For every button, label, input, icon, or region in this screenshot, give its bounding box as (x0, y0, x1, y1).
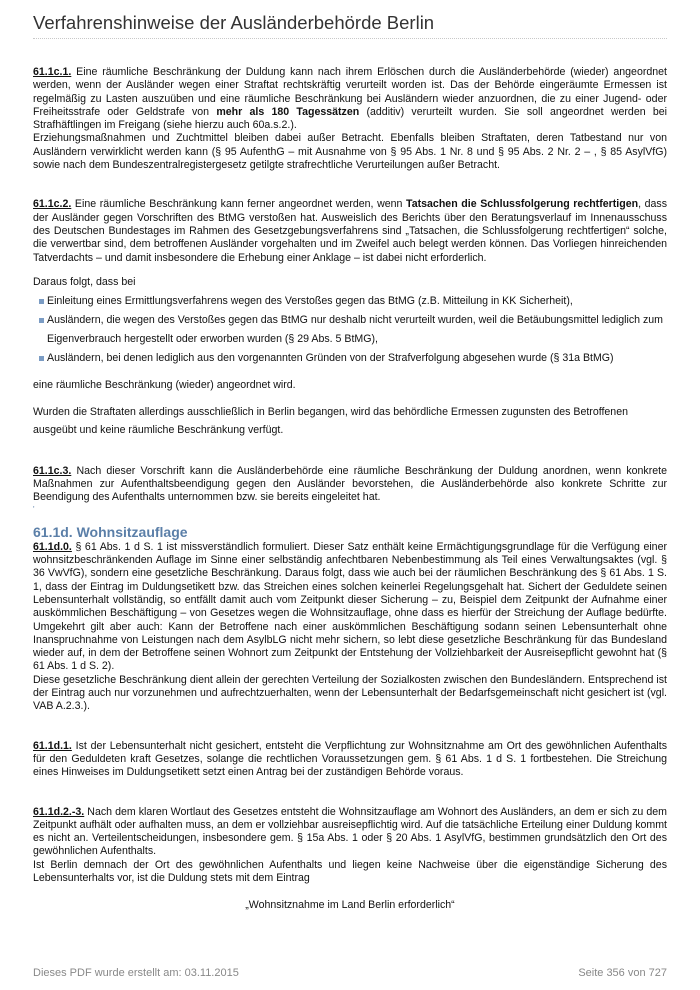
bold-text: Tatsachen die Schlussfolgerung rechtfertigen (406, 198, 639, 211)
paragraph-text: § 61 Abs. 1 d S. 1 ist missverständlich formuliert. Dieser Satz enthält keine Ermächtigungsgrundlage für die Verfügung einer wohnsitzbeschränkenden Auflage im Sinne einer selbständig anfechtbaren Nebenbestimmung als Teil eines Verwaltungsaktes (vgl. § 36 VwVfG), sondern eine gesetzliche Beschränkung. Daraus folgt, dass wie auch bei der räumlichen Beschränkung des § 61 Abs. 1 S. 1, dass der Eintrag im Duldungsetikett bzw. das Streichen eines solchen keinerlei Regelungsgehalt hat. Sichert der Geduldete seinen Lebensunterhalt vollständig, so entfällt damit auch vom Zeitpunkt dieser Sicherung – zu, Beispiel dem Zeitpunkt der Aufnahme einer auskömmlichen Beschäftigung – von Gesetzes wegen die Wohnsitzauflage, ohne dass es hierfür der Streichung der Auflage bedürfte. Umgekehrt gilt aber auch: Kann der Betroffene nach einer auskömmlichen Beschäftigung sodann seinen Lebensunterhalt ohne Inanspruchnahme von Leistungen nach dem AsylbLG nicht mehr sichern, so lebt diese gesetzliche Beschränkung für das Bundesland wieder auf, in dem der Betroffene seinen Wohnort zum Zeitpunkt der Entstehung der Vollziehbarkeit der Ausreisepflicht gewohnt hat (§ 61 Abs. 1 d S. 2). (33, 540, 667, 673)
section-61-1d-1 (33, 740, 667, 780)
paragraph: Wurden die Straftaten allerdings ausschließlich in Berlin begangen, wird das behördliche Ermessen zugunsten des Betroffenen ausgeübt und keine räumliche Beschränkung verfügt. (33, 405, 628, 436)
section-heading: 61.1d. Wohnsitzauflage (33, 523, 188, 540)
paragraph-text: Eine räumliche Beschränkung der Duldung kann nach ihrem Erlöschen durch die Ausländerbehörde (wieder) angeordnet werden, wenn der Ausländer wegen einer Straftat rechtskräftig verurteilt worden ist. Das der Behörde eingeräumte Ermessen ist regelmäßig zu Lasten auszuüben und eine räumliche Beschränkung bei Ausländern wieder anzuordnen, die zu einer Jugend- oder Freiheitsstrafe oder Geldstrafe von (33, 66, 667, 118)
list-item (33, 311, 667, 349)
list-intro: Daraus folgt, dass bei (33, 275, 136, 288)
square-bullet-icon (39, 318, 44, 323)
section-ref: 61.1c.3. (33, 464, 72, 477)
section-61-1c-2 (33, 198, 667, 264)
section-61-1c-3 (33, 465, 667, 505)
section-ref: 61.1c.1. (33, 66, 72, 78)
bold-text: mehr als 180 Tagessätzen (216, 105, 360, 118)
quoted-entry: „Wohnsitznahme im Land Berlin erforderlich“ (245, 899, 455, 912)
page-number: Seite 356 von 727 (578, 967, 667, 979)
section-ref: 61.1c.2. (33, 198, 72, 211)
created-date: Dieses PDF wurde erstellt am: 03.11.2015 (33, 967, 239, 979)
paragraph (33, 806, 667, 859)
paragraph-text: Nach dem klaren Wortlaut des Gesetzes entsteht die Wohnsitzauflage am Wohnort des Ausländers, an dem er sich zu dem Zeitpunkt aufhält oder aufhalten muss, an dem er vollziehbar ausreisepflichtig wird. Auf die tatsächliche Erteilung einer Duldung kommt es nicht an. Verteilentscheidungen, insbesondere gem. § 15a Abs. 1 oder § 20 Abs. 1 AsylVfG, bestimmen grundsätzlich den Ort des gewöhnlichen Aufenthalts. (33, 805, 667, 858)
paragraph (33, 740, 667, 780)
list-outro: eine räumliche Beschränkung (wieder) angeordnet wird. (33, 378, 296, 391)
list-item-text: Einleitung eines Ermittlungsverfahrens wegen des Verstoßes gegen das BtMG (z.B. Mitteilung in KK Sicherheit), (47, 294, 573, 307)
stray-mark: ' (33, 504, 35, 514)
list-item (33, 292, 667, 311)
paragraph-text: Ist der Lebensunterhalt nicht gesichert, entsteht die Verpflichtung zur Wohnsitznahme am Ort des gewöhnlichen Aufenthalts für den Geduldeten kraft Gesetzes, solange die rechtlichen Voraussetzungen gem. § 61 Abs. 1 d S. 1 fortbestehen. Die Streichung eines Hinweises im Duldungsetikett setzt einen Antrag bei der zuständigen Behörde voraus. (33, 739, 667, 779)
paragraph-text: , dass der Ausländer gegen Vorschriften des BtMG verstoßen hat. Ausweislich des Berichts über den Beratungsverlauf im Innenausschuss des Deutschen Bundestages im Rahmen des Gesetzgebungsverfahrens sind „Tatsachen, die Schlussfolgerung rechtfertigen“ solche, die verwertbar sind, dem betroffenen Ausländer vorgehalten und im Zweifel auch belegt werden können. Das Vorliegen hinreichenden Tatverdachts – und damit insbesondere die Erhebung einer Anklage – ist dabei nicht erforderlich. (33, 198, 668, 264)
list-item-text: Ausländern, bei denen lediglich aus den vorgenannten Gründen von der Strafverfolgung abgesehen wurde (§ 31a BtMG) (47, 351, 614, 364)
section-61-1d-2-3 (33, 806, 667, 886)
list-item-text: Ausländern, die wegen des Verstoßes gegen das BtMG nur deshalb nicht verurteilt wurden, weil die Betäubungsmittel lediglich zum Eigenverbrauch hergestellt oder erworben wurden (§ 29 Abs. 5 BtMG), (47, 313, 663, 345)
page-title: Verfahrenshinweise der Ausländerbehörde Berlin (33, 12, 435, 33)
square-bullet-icon (39, 356, 44, 361)
page-header (33, 12, 667, 39)
document-body (33, 66, 667, 913)
paragraph (33, 465, 667, 505)
paragraph (33, 541, 667, 674)
list-item (33, 349, 667, 368)
paragraph: Erziehungsmaßnahmen und Zuchtmittel bleiben dabei außer Betracht. Ebenfalls bleiben Straftaten, deren Tatbestand nur von Ausländern verwirklicht werden kann (§ 95 AufenthG – mit Ausnahme von § 95 Abs. 1 Nr. 8 und § 95 Abs. 2 Nr. 2 – , § 85 AsylVfG) sowie nach dem Bundeszentralregistergesetz getilgte strafrechtliche Verurteilungen außer Betracht. (33, 132, 667, 172)
paragraph-text: Nach dieser Vorschrift kann die Ausländerbehörde eine räumliche Beschränkung der Duldung anordnen, wenn konkrete Maßnahmen zur Aufenthaltsbeendigung gegen den Ausländer bevorstehen, die Ausländerbehörde also konkrete Schritte zur Beendigung des Aufenthalts unternommen bzw. sie bereits eingeleitet hat. (33, 464, 667, 504)
section-61-1d-0 (33, 541, 667, 714)
paragraph (33, 66, 667, 132)
paragraph-text: (additiv) verurteilt wurden. Sie soll angeordnet werden bei Strafhäftlingen im Freigang (siehe hierzu auch 60a.s.2.). (33, 105, 668, 132)
paragraph-text: Eine räumliche Beschränkung kann ferner angeordnet werden, wenn (71, 198, 407, 211)
page-footer (33, 967, 667, 981)
section-ref: 61.1d.1. (33, 739, 72, 752)
square-bullet-icon (39, 299, 44, 304)
bullet-list (33, 292, 667, 368)
section-ref: 61.1d.0. (33, 540, 72, 553)
section-ref: 61.1d.2.-3. (33, 805, 85, 818)
paragraph: Diese gesetzliche Beschränkung dient allein der gerechten Verteilung der Sozialkosten zwischen den Bundesländern. Entsprechend ist der Eintrag auch nur vorzunehmen und aufrechtzuerhalten, wenn der Lebensunterhalt der Bedarfsgemeinschaft nicht gesichert ist (vgl. VAB A.2.3.). (33, 673, 667, 713)
section-61-1c-1 (33, 66, 667, 172)
paragraph (33, 198, 667, 264)
paragraph: Ist Berlin demnach der Ort des gewöhnlichen Aufenthalts und liegen keine Nachweise über die eigenständige Sicherung des Lebensunterhalts vor, ist die Duldung stets mit dem Eintrag (33, 858, 667, 884)
